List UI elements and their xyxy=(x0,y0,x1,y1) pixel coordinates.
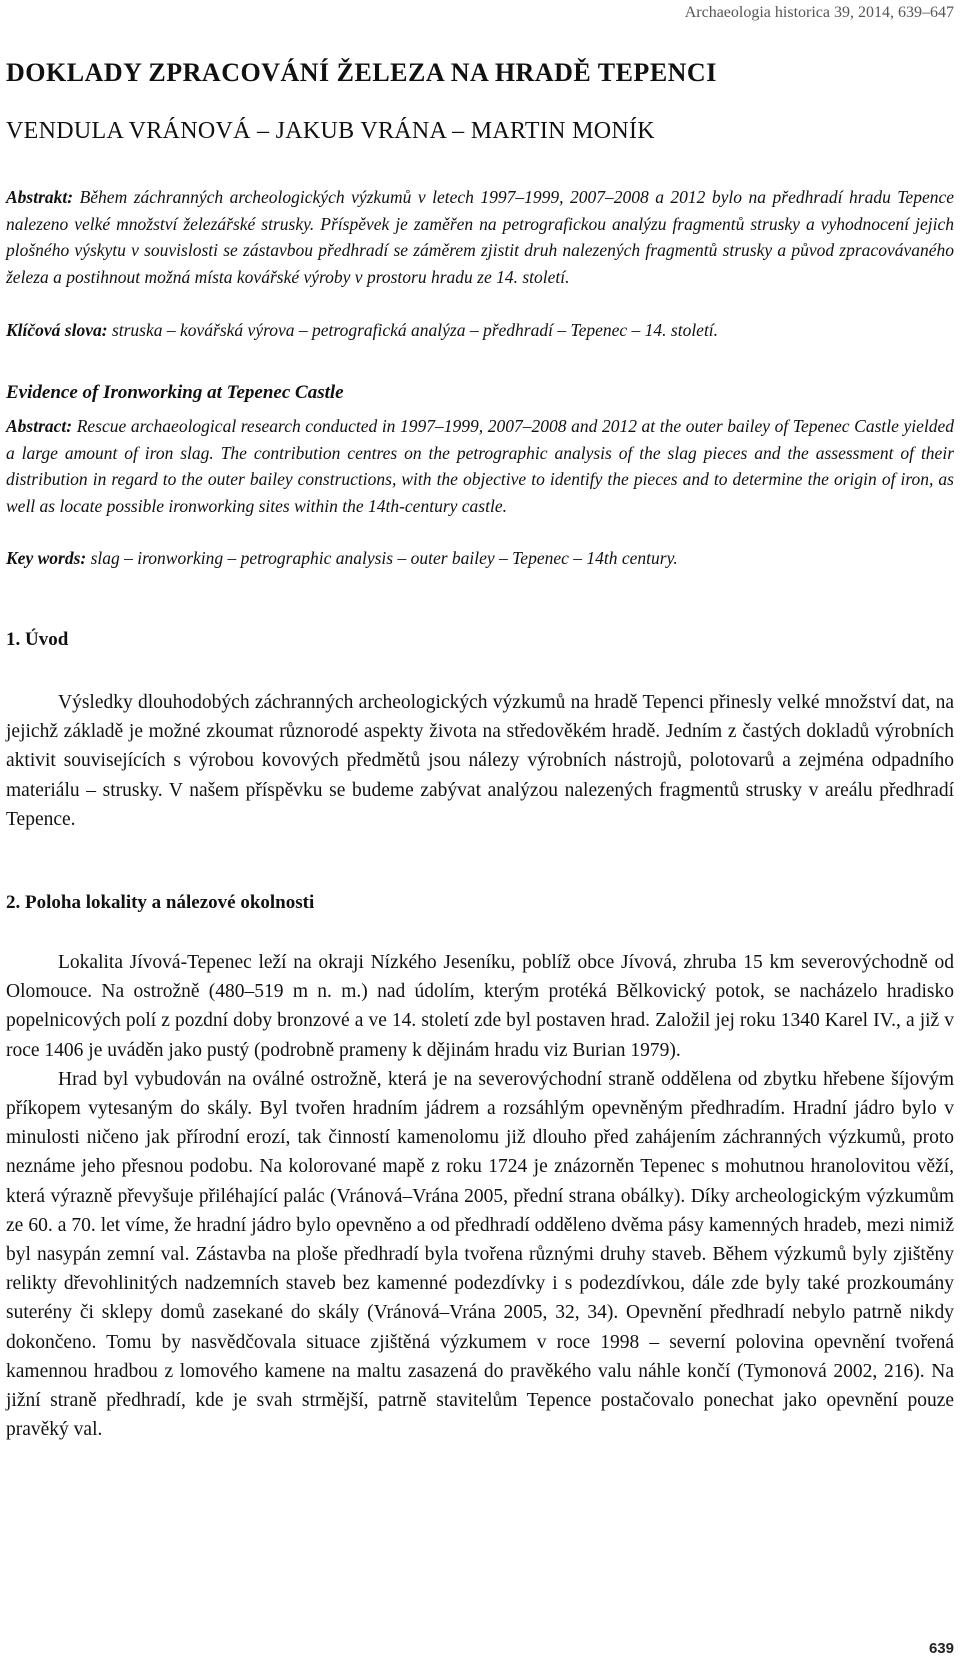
paragraph: Hrad byl vybudován na oválné ostrožně, která je na severovýchodní straně oddělena od zbytku hřebene šíjovým příkopem vytesaným do skály. Byl tvořen hradním jádrem a rozsáhlým opevněným předhradím. Hradní jádro bylo v minulosti ničeno jak přírodní erozí, tak činností kamenolomu již dlouho před zahájením záchranných výzkumů, proto neznáme jeho přesnou podobu. Na kolorované mapě z roku 1724 je znázorněn Tepenec s mohutnou hranolovitou věží, která výrazně převyšuje přiléhající palác (Vránová–Vrána 2005, přední strana obálky). Díky archeologickým výzkumům ze 60. a 70. let víme, že hradní jádro bylo opevněno a od předhradí odděleno dvěma pásy kamenných hradeb, mezi nimiž byl nasypán zemní val. Zástavba na ploše předhradí byla tvořena různými druhy staveb. Během výzkumů byly zjištěny relikty dřevohlinitých nadzemních staveb bez kamenné podezdívky i s podezdívkou, dále zde byly také prozkoumány suterény či sklepy domů zasekané do skály (Vránová–Vrána 2005, 32, 34). Opevnění předhradí nebylo patrně nikdy dokončeno. Tomu by nasvědčovala situace zjištěná výzkumem v roce 1998 – severní polovina opevnění tvořená kamennou hradbou z lomového kamene na maltu zasazená do pravěkého valu náhle končí (Tymonová 2002, 216). Na jižní straně předhradí, kde je svah strmější, patrně stavitelům Tepence postačovalo ponechat jako opevnění pouze pravěký val. xyxy=(6,1068,954,1441)
keywords-czech-label: Klíčová slova: xyxy=(6,320,108,340)
abstract-czech-text: Během záchranných archeologických výzkumů v letech 1997–1999, 2007–2008 a 2012 bylo na předhradí hradu Tepence nalezeno velké množství železářské strusky. Příspěvek je zaměřen na petrografickou analýzu fragmentů strusky a vyhodnocení jejich plošného výskytu v souvislosti se zástavbou předhradí se záměrem zjistit druh nalezených fragmentů strusky a původ zpracovávaného železa a postihnout možná místa kovářské výroby v prostoru hradu ze 14. století. xyxy=(6,187,954,287)
running-head: Archaeologia historica 39, 2014, 639–647 xyxy=(684,4,954,21)
keywords-english xyxy=(6,545,954,572)
section-location-body xyxy=(6,948,954,1444)
paragraph: Výsledky dlouhodobých záchranných archeologických výzkumů na hradě Tepenci přinesly velké množství dat, na jejichž základě je možné zkoumat různorodé aspekty života na středověkém hradě. Jedním z častých dokladů výrobních aktivit souvisejících s výrobou kovových předmětů jsou nálezy výrobních nástrojů, polotovarů a zejména odpadního materiálu – strusky. V našem příspěvku se budeme zabývat analýzou nalezených fragmentů strusky v areálu předhradí Tepence. xyxy=(6,692,954,830)
section-introduction-body xyxy=(6,688,954,834)
paragraph: Lokalita Jívová-Tepenec leží na okraji Nízkého Jeseníku, poblíž obce Jívová, zhruba 15 km severovýchodně od Olomouce. Na ostrožně (480–519 m n. m.) nad údolím, kterým protéká Bělkovický potok, se nacházelo hradisko popelnicových polí z pozdní doby bronzové a ve 14. století zde byl postaven hrad. Založil jej roku 1340 Karel IV., a již v roce 1406 je uváděn jako pustý (podrobně prameny k dějinám hradu viz Burian 1979). xyxy=(6,952,954,1061)
abstract-english-label: Abstract: xyxy=(6,416,73,436)
abstract-czech-label: Abstrakt: xyxy=(6,187,74,207)
page-number: 639 xyxy=(928,1640,954,1657)
abstract-english xyxy=(6,413,954,519)
article-authors: VENDULA VRÁNOVÁ – JAKUB VRÁNA – MARTIN MONÍK xyxy=(6,118,655,144)
english-title: Evidence of Ironworking at Tepenec Castle xyxy=(6,382,344,403)
section-heading-location: 2. Poloha lokality a nálezové okolnosti xyxy=(6,892,315,913)
article-title: DOKLADY ZPRACOVÁNÍ ŽELEZA NA HRADĚ TEPENCI xyxy=(6,58,717,87)
abstract-english-text: Rescue archaeological research conducted in 1997–1999, 2007–2008 and 2012 at the outer bailey of Tepenec Castle yielded a large amount of iron slag. The contribution centres on the petrographic analysis of the slag pieces and the assessment of their distribution in regard to the outer bailey constructions, with the objective to identify the pieces and to determine the origin of iron, as well as locate possible ironworking sites within the 14th-century castle. xyxy=(6,416,954,516)
abstract-czech xyxy=(6,184,954,290)
keywords-english-label: Key words: xyxy=(6,548,87,568)
keywords-english-text: slag – ironworking – petrographic analysis – outer bailey – Tepenec – 14th century. xyxy=(86,548,678,568)
keywords-czech-text: struska – kovářská výrova – petrografická analýza – předhradí – Tepenec – 14. století. xyxy=(107,320,719,340)
section-heading-introduction: 1. Úvod xyxy=(6,629,69,650)
keywords-czech xyxy=(6,317,954,344)
